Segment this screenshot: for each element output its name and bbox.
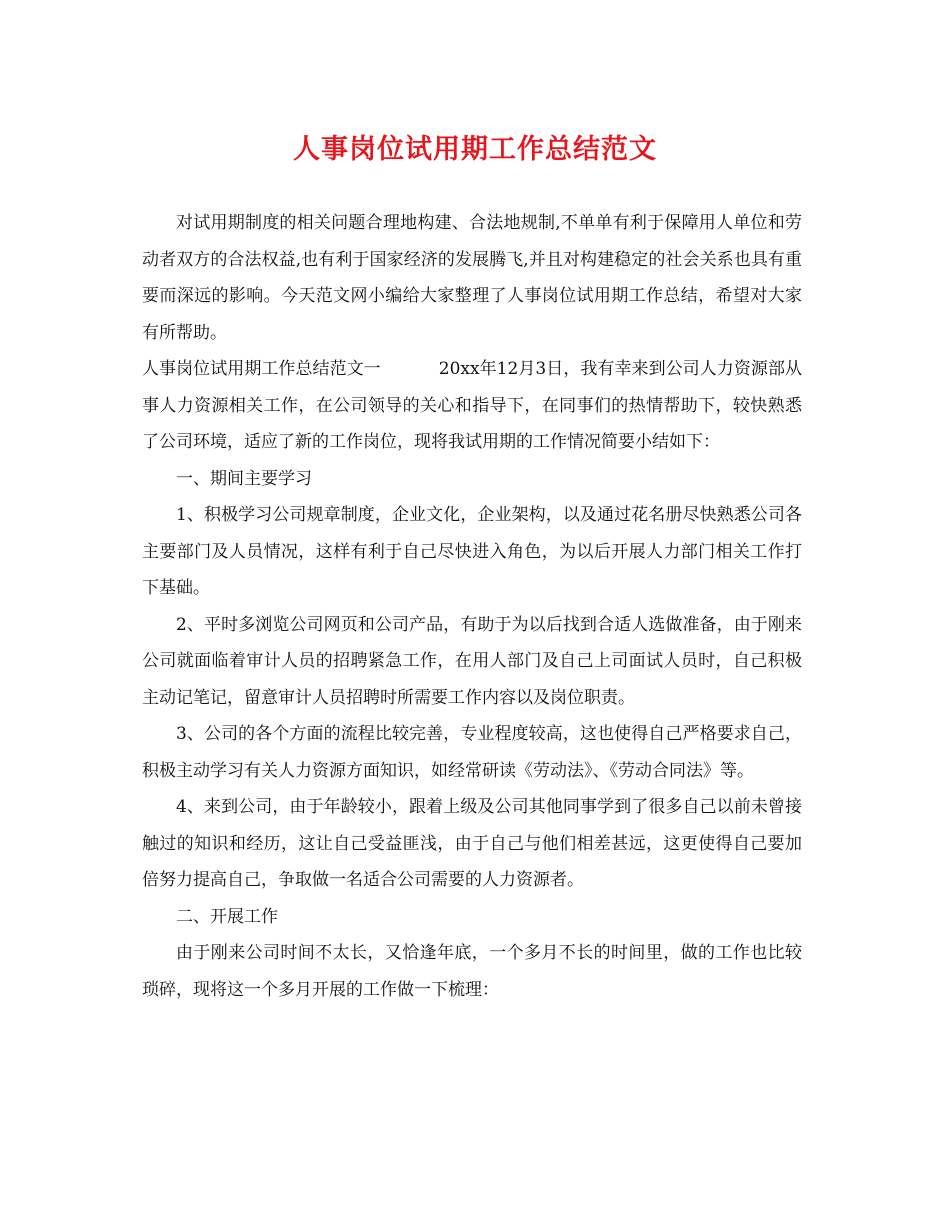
document-body [142, 205, 802, 1008]
intro-paragraph: 对试用期制度的相关问题合理地构建、合法地规制,不单单有利于保障用人单位和劳动者双方的合法权益,也有利于国家经济的发展腾飞,并且对构建稳定的社会关系也具有重要而深远的影响。今天范文网小编给大家整理了人事岗位试用期工作总结，希望对大家有所帮助。 [142, 213, 802, 343]
heading-work: 二、开展工作 [176, 906, 278, 927]
list-item-4: 4、来到公司，由于年龄较小，跟着上级及公司其他同事学到了很多自己以前未曾接触过的知识和经历，这让自己受益匪浅，由于自己与他们相差甚远，这更使得自己要加倍努力提高自己，争取做一名适合公司需要的人力资源者。 [142, 797, 802, 890]
list-item-1: 1、积极学习公司规章制度，企业文化，企业架构，以及通过花名册尽快熟悉公司各主要部门及人员情况，这样有利于自己尽快进入角色，为以后开展人力部门相关工作打下基础。 [142, 505, 802, 598]
section1-text: 20xx年12月3日，我有幸来到公司人力资源部从事人力资源相关工作，在公司领导的关心和指导下，在同事们的热情帮助下，较快熟悉了公司环境，适应了新的工作岗位，现将我试用期的工作情况简要小结如下： [142, 359, 803, 452]
list-item-3: 3、公司的各个方面的流程比较完善，专业程度较高，这也使得自己严格要求自己，积极主动学习有关人力资源方面知识，如经常研读《劳动法》、《劳动合同法》等。 [142, 724, 802, 781]
heading-study: 一、期间主要学习 [176, 468, 312, 489]
section1-paragraph [142, 351, 802, 461]
section1-label: 人事岗位试用期工作总结范文一 [142, 359, 381, 379]
list-item-2: 2、平时多浏览公司网页和公司产品，有助于为以后找到合适人选做准备，由于刚来公司就面临着审计人员的招聘紧急工作，在用人部门及自己上司面试人员时，自己积极主动记笔记，留意审计人员招聘时所需要工作内容以及岗位职责。 [142, 614, 802, 708]
closing-paragraph: 由于刚来公司时间不太长，又恰逢年底，一个多月不长的时间里，做的工作也比较琐碎，现将这一个多月开展的工作做一下梳理： [142, 943, 802, 1000]
document-title: 人事岗位试用期工作总结范文 [293, 134, 657, 165]
